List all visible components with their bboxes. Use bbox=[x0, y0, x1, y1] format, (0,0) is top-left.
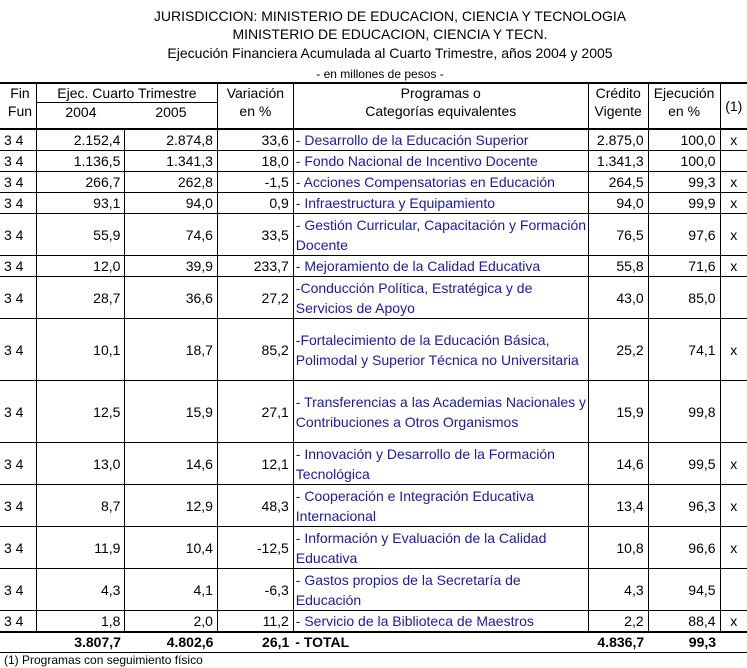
row-fin: 3 4 bbox=[0, 193, 36, 214]
row-variacion: 33,5 bbox=[217, 214, 293, 256]
row-programa: - Infraestructura y Equipamiento bbox=[293, 193, 588, 214]
total-ejecucion-pct: 99,3 bbox=[648, 632, 720, 652]
row-ejec-2004: 28,7 bbox=[36, 277, 124, 319]
row-variacion: 85,2 bbox=[217, 319, 293, 381]
row-seguimiento-mark: x bbox=[720, 443, 747, 485]
row-seguimiento-mark bbox=[720, 381, 747, 443]
row-variacion: 12,1 bbox=[217, 443, 293, 485]
header-programas bbox=[293, 83, 588, 129]
execution-table bbox=[0, 82, 747, 653]
total-ejec-2004: 3.807,7 bbox=[36, 632, 124, 652]
row-ejec-2005: 18,7 bbox=[125, 319, 218, 381]
row-fin: 3 4 bbox=[0, 527, 36, 569]
table-row bbox=[0, 381, 747, 443]
row-ejecucion-pct: 100,0 bbox=[648, 129, 720, 151]
header-2005: 2005 bbox=[155, 104, 187, 120]
footnote: (1) Programas con seguimiento físico bbox=[4, 653, 203, 667]
row-ejecucion-pct: 71,6 bbox=[648, 256, 720, 277]
row-seguimiento-mark bbox=[720, 569, 747, 611]
row-ejec-2004: 11,9 bbox=[36, 527, 124, 569]
row-fin: 3 4 bbox=[0, 256, 36, 277]
header-ejecucion-pct bbox=[648, 83, 720, 129]
total-ejec-2005: 4.802,6 bbox=[125, 632, 218, 652]
row-ejec-2004: 13,0 bbox=[36, 443, 124, 485]
row-credito: 10,8 bbox=[588, 527, 648, 569]
row-credito: 2,2 bbox=[588, 611, 648, 633]
row-variacion: 33,6 bbox=[217, 129, 293, 151]
row-ejec-2004: 55,9 bbox=[36, 214, 124, 256]
row-variacion: 48,3 bbox=[217, 485, 293, 527]
total-note bbox=[720, 632, 747, 652]
row-ejec-2005: 14,6 bbox=[125, 443, 218, 485]
row-ejecucion-pct: 100,0 bbox=[648, 151, 720, 172]
row-ejec-2004: 266,7 bbox=[36, 172, 124, 193]
header-fin: Fin bbox=[10, 85, 30, 101]
row-programa: - Innovación y Desarrollo de la Formación Tecnológica bbox=[293, 443, 588, 485]
table-row bbox=[0, 151, 747, 172]
row-programa: - Información y Evaluación de la Calidad Educativa bbox=[293, 527, 588, 569]
table-row bbox=[0, 611, 747, 633]
header-variacion-line2: en % bbox=[239, 103, 272, 119]
row-seguimiento-mark bbox=[720, 151, 747, 172]
row-ejec-2004: 2.152,4 bbox=[36, 129, 124, 151]
row-credito: 76,5 bbox=[588, 214, 648, 256]
header-note: (1) bbox=[720, 83, 747, 129]
row-ejec-2004: 4,3 bbox=[36, 569, 124, 611]
row-credito: 94,0 bbox=[588, 193, 648, 214]
row-programa: - Gastos propios de la Secretaría de Educación bbox=[293, 569, 588, 611]
table-row bbox=[0, 129, 747, 151]
row-programa: - Acciones Compensatorias en Educación bbox=[293, 172, 588, 193]
row-ejec-2005: 39,9 bbox=[125, 256, 218, 277]
row-credito: 264,5 bbox=[588, 172, 648, 193]
row-variacion: -1,5 bbox=[217, 172, 293, 193]
row-seguimiento-mark: x bbox=[720, 172, 747, 193]
header-programas-line2: Categorías equivalentes bbox=[365, 103, 517, 119]
row-seguimiento-mark: x bbox=[720, 485, 747, 527]
header-credito bbox=[588, 83, 648, 129]
row-ejec-2004: 1,8 bbox=[36, 611, 124, 633]
row-programa: - Servicio de la Biblioteca de Maestros bbox=[293, 611, 588, 633]
header-ejec-title: Ejec. Cuarto Trimestre bbox=[37, 84, 217, 103]
row-variacion: -12,5 bbox=[217, 527, 293, 569]
row-credito: 1.341,3 bbox=[588, 151, 648, 172]
table-row bbox=[0, 256, 747, 277]
row-fin: 3 4 bbox=[0, 319, 36, 381]
row-ejec-2005: 36,6 bbox=[125, 277, 218, 319]
row-ejecucion-pct: 88,4 bbox=[648, 611, 720, 633]
header-credito-line1: Crédito bbox=[595, 85, 641, 101]
row-credito: 43,0 bbox=[588, 277, 648, 319]
row-seguimiento-mark bbox=[720, 277, 747, 319]
row-seguimiento-mark: x bbox=[720, 256, 747, 277]
row-ejec-2005: 262,8 bbox=[125, 172, 218, 193]
row-programa: - Fondo Nacional de Incentivo Docente bbox=[293, 151, 588, 172]
row-credito: 4,3 bbox=[588, 569, 648, 611]
row-credito: 25,2 bbox=[588, 319, 648, 381]
table-row bbox=[0, 527, 747, 569]
row-ejecucion-pct: 99,9 bbox=[648, 193, 720, 214]
row-variacion: 233,7 bbox=[217, 256, 293, 277]
row-seguimiento-mark: x bbox=[720, 193, 747, 214]
row-variacion: 0,9 bbox=[217, 193, 293, 214]
row-fin: 3 4 bbox=[0, 277, 36, 319]
row-programa: - Mejoramiento de la Calidad Educativa bbox=[293, 256, 588, 277]
header-fin-fun bbox=[0, 83, 36, 129]
row-seguimiento-mark: x bbox=[720, 129, 747, 151]
row-variacion: 18,0 bbox=[217, 151, 293, 172]
row-ejecucion-pct: 74,1 bbox=[648, 319, 720, 381]
row-credito: 55,8 bbox=[588, 256, 648, 277]
table-row bbox=[0, 277, 747, 319]
row-programa: - Cooperación e Integración Educativa Internacional bbox=[293, 485, 588, 527]
row-credito: 13,4 bbox=[588, 485, 648, 527]
table-row bbox=[0, 569, 747, 611]
row-ejec-2005: 2,0 bbox=[125, 611, 218, 633]
row-credito: 15,9 bbox=[588, 381, 648, 443]
row-ejec-2005: 94,0 bbox=[125, 193, 218, 214]
row-ejecucion-pct: 97,6 bbox=[648, 214, 720, 256]
row-ejecucion-pct: 99,5 bbox=[648, 443, 720, 485]
total-fin bbox=[0, 632, 36, 652]
table-header-row bbox=[0, 83, 747, 129]
header-variacion-line1: Variación bbox=[226, 85, 285, 101]
header-programas-line1: Programas o bbox=[400, 85, 481, 101]
row-ejec-2004: 8,7 bbox=[36, 485, 124, 527]
row-programa: - Transferencias a las Academias Nacionales y Contribuciones a Otros Organismos bbox=[293, 381, 588, 443]
header-ejecucion-pct-line1: Ejecución bbox=[653, 85, 715, 101]
total-variacion: 26,1 bbox=[217, 632, 293, 652]
header-fun: Fun bbox=[7, 103, 33, 119]
report-title-ministry: MINISTERIO DE EDUCACION, CIENCIA Y TECN. bbox=[232, 26, 548, 42]
row-fin: 3 4 bbox=[0, 611, 36, 633]
row-ejec-2005: 1.341,3 bbox=[125, 151, 218, 172]
row-credito: 2.875,0 bbox=[588, 129, 648, 151]
row-ejecucion-pct: 99,3 bbox=[648, 172, 720, 193]
table-row bbox=[0, 443, 747, 485]
row-ejec-2005: 15,9 bbox=[125, 381, 218, 443]
report-units: - en millones de pesos - bbox=[316, 67, 444, 81]
row-fin: 3 4 bbox=[0, 443, 36, 485]
row-fin: 3 4 bbox=[0, 172, 36, 193]
header-variacion bbox=[217, 83, 293, 129]
row-programa: - Desarrollo de la Educación Superior bbox=[293, 129, 588, 151]
row-variacion: -6,3 bbox=[217, 569, 293, 611]
row-credito: 14,6 bbox=[588, 443, 648, 485]
table-row bbox=[0, 319, 747, 381]
table-row bbox=[0, 214, 747, 256]
row-ejecucion-pct: 96,3 bbox=[648, 485, 720, 527]
header-ejecucion-pct-line2: en % bbox=[668, 103, 701, 119]
row-ejec-2005: 12,9 bbox=[125, 485, 218, 527]
row-ejec-2004: 10,1 bbox=[36, 319, 124, 381]
row-fin: 3 4 bbox=[0, 214, 36, 256]
report-title-jurisdiction: JURISDICCION: MINISTERIO DE EDUCACION, CIENCIA Y TECNOLOGIA bbox=[153, 8, 627, 24]
row-ejec-2005: 74,6 bbox=[125, 214, 218, 256]
row-seguimiento-mark: x bbox=[720, 527, 747, 569]
row-ejecucion-pct: 94,5 bbox=[648, 569, 720, 611]
header-credito-line2: Vigente bbox=[594, 103, 642, 119]
row-ejec-2004: 12,5 bbox=[36, 381, 124, 443]
row-variacion: 11,2 bbox=[217, 611, 293, 633]
row-fin: 3 4 bbox=[0, 151, 36, 172]
row-ejec-2004: 12,0 bbox=[36, 256, 124, 277]
row-ejecucion-pct: 85,0 bbox=[648, 277, 720, 319]
row-programa: -Fortalecimiento de la Educación Básica, Polimodal y Superior Técnica no Universitaria bbox=[293, 319, 588, 381]
table-row bbox=[0, 172, 747, 193]
row-fin: 3 4 bbox=[0, 485, 36, 527]
row-fin: 3 4 bbox=[0, 381, 36, 443]
table-row bbox=[0, 485, 747, 527]
row-seguimiento-mark: x bbox=[720, 214, 747, 256]
row-ejec-2004: 93,1 bbox=[36, 193, 124, 214]
header-ejecucion bbox=[36, 83, 217, 129]
table-row bbox=[0, 193, 747, 214]
row-seguimiento-mark: x bbox=[720, 611, 747, 633]
row-fin: 3 4 bbox=[0, 129, 36, 151]
header-2004: 2004 bbox=[65, 104, 97, 120]
row-variacion: 27,2 bbox=[217, 277, 293, 319]
row-programa: -Conducción Política, Estratégica y de Servicios de Apoyo bbox=[293, 277, 588, 319]
row-ejecucion-pct: 96,6 bbox=[648, 527, 720, 569]
row-fin: 3 4 bbox=[0, 569, 36, 611]
row-seguimiento-mark: x bbox=[720, 319, 747, 381]
total-label: - TOTAL bbox=[293, 632, 588, 652]
row-ejec-2005: 4,1 bbox=[125, 569, 218, 611]
report-title-description: Ejecución Financiera Acumulada al Cuarto Trimestre, años 2004 y 2005 bbox=[167, 45, 613, 61]
total-credito: 4.836,7 bbox=[588, 632, 648, 652]
total-row bbox=[0, 632, 747, 652]
row-variacion: 27,1 bbox=[217, 381, 293, 443]
row-ejec-2004: 1.136,5 bbox=[36, 151, 124, 172]
row-programa: - Gestión Curricular, Capacitación y Formación Docente bbox=[293, 214, 588, 256]
row-ejec-2005: 2.874,8 bbox=[125, 129, 218, 151]
row-ejec-2005: 10,4 bbox=[125, 527, 218, 569]
row-ejecucion-pct: 99,8 bbox=[648, 381, 720, 443]
